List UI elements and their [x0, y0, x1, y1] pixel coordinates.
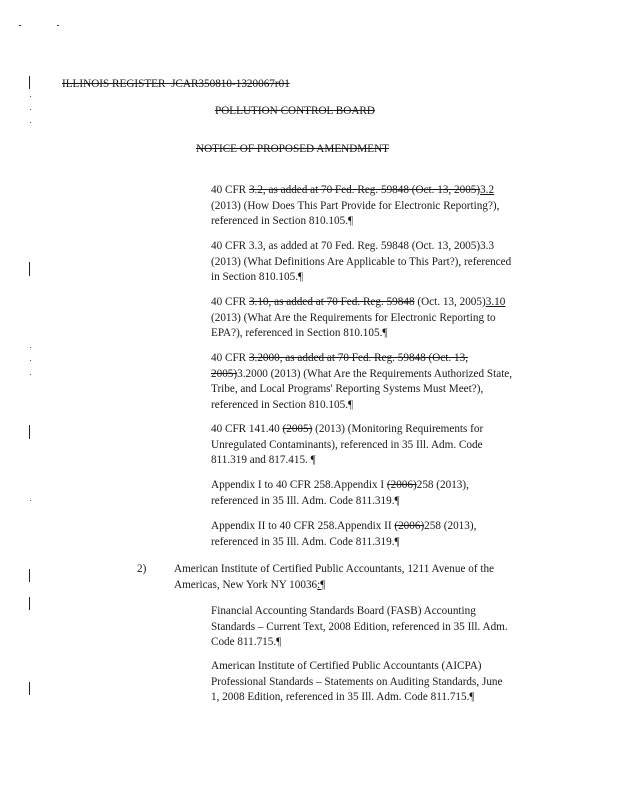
- reference-line: Tribe, and Local Programs' Reporting Systems Must Meet?),: [211, 383, 484, 395]
- reference-line: (2013) (How Does This Part Provide for Electronic Reporting?),: [211, 199, 500, 212]
- reference-entry: [211, 183, 541, 230]
- reference-line: referenced in Section 810.105.¶: [211, 398, 354, 411]
- reference-line: 811.319 and 817.415. ¶: [211, 454, 316, 466]
- reference-line: in Section 810.105.¶: [211, 271, 304, 283]
- reference-entry: [211, 519, 541, 550]
- reference-line: Appendix II to 40 CFR 258.Appendix II (2006)258 (2013),: [211, 520, 477, 532]
- reference-line: 2005)3.2000 (2013) (What Are the Requirements Authorized State,: [211, 367, 513, 380]
- scan-speck: [57, 25, 59, 26]
- reference-line: Professional Standards – Statements on Auditing Standards, June: [211, 675, 503, 688]
- scan-speck: [19, 25, 21, 26]
- change-bar: [29, 597, 30, 610]
- reference-line: EPA?), referenced in Section 810.105.¶: [211, 327, 388, 339]
- reference-line: American Institute of Certified Public Accountants (AICPA): [211, 660, 482, 672]
- reference-entry: [211, 239, 541, 286]
- change-mark: [30, 109, 31, 110]
- change-mark: [30, 374, 31, 375]
- reference-line: 40 CFR 3.10, as added at 70 Fed. Reg. 59848 (Oct. 13, 2005)3.10: [211, 296, 506, 308]
- change-bar: [29, 569, 30, 582]
- reference-line: 40 CFR 141.40 (2005) (2013) (Monitoring Requirements for: [211, 423, 484, 435]
- reference-line: referenced in 35 Ill. Adm. Code 811.319.¶: [211, 494, 400, 507]
- reference-line: 40 CFR 3.2000, as added at 70 Fed. Reg. 59848 (Oct. 13,: [211, 352, 468, 364]
- reference-entry: [211, 351, 541, 413]
- reference-entry: [211, 295, 541, 342]
- register-name: ILLINOIS REGISTER: [62, 78, 166, 90]
- item-line: Americas, New York NY 10036:¶: [174, 578, 326, 591]
- change-bar: [29, 425, 30, 439]
- reference-line: Appendix I to 40 CFR 258.Appendix I (2006)258 (2013),: [211, 479, 469, 491]
- change-mark: [30, 96, 31, 97]
- register-header: [62, 77, 290, 93]
- notice-title: NOTICE OF PROPOSED AMENDMENT: [196, 143, 390, 155]
- reference-entry: [211, 478, 541, 509]
- change-mark: [30, 500, 31, 501]
- reference-entry: [211, 422, 541, 469]
- reference-line: (2013) (What Are the Requirements for Electronic Reporting to: [211, 311, 496, 324]
- change-bar: [29, 76, 30, 89]
- reference-entry: [211, 604, 541, 651]
- board-name: POLLUTION CONTROL BOARD: [215, 105, 375, 117]
- reference-entry: [211, 659, 541, 706]
- reference-line: referenced in 35 Ill. Adm. Code 811.319.¶: [211, 535, 400, 548]
- reference-line: Unregulated Contaminants), referenced in 35 Ill. Adm. Code: [211, 438, 483, 451]
- reference-line: Financial Accounting Standards Board (FASB) Accounting: [211, 605, 476, 617]
- document-id: JCAR350810-1320067r01: [171, 78, 290, 90]
- reference-line: referenced in Section 810.105.¶: [211, 215, 354, 227]
- change-bar: [29, 262, 30, 276]
- item-text: [174, 562, 554, 593]
- item-number: 2): [137, 563, 147, 575]
- change-bar: [29, 682, 30, 695]
- reference-line: 40 CFR 3.3, as added at 70 Fed. Reg. 59848 (Oct. 13, 2005)3.3: [211, 240, 495, 252]
- change-mark: [30, 360, 31, 361]
- reference-line: Standards – Current Text, 2008 Edition, referenced in 35 Ill. Adm.: [211, 620, 508, 633]
- change-mark: [30, 122, 31, 123]
- reference-line: Code 811.715.¶: [211, 636, 282, 648]
- reference-line: (2013) (What Definitions Are Applicable to This Part?), referenced: [211, 255, 512, 268]
- reference-line: 1, 2008 Edition, referenced in 35 Ill. Adm. Code 811.715.¶: [211, 691, 475, 703]
- change-mark: [30, 347, 31, 348]
- item-line: American Institute of Certified Public Accountants, 1211 Avenue of the: [174, 563, 495, 575]
- reference-line: 40 CFR 3.2, as added at 70 Fed. Reg. 59848 (Oct. 13, 2005)3.2: [211, 184, 495, 196]
